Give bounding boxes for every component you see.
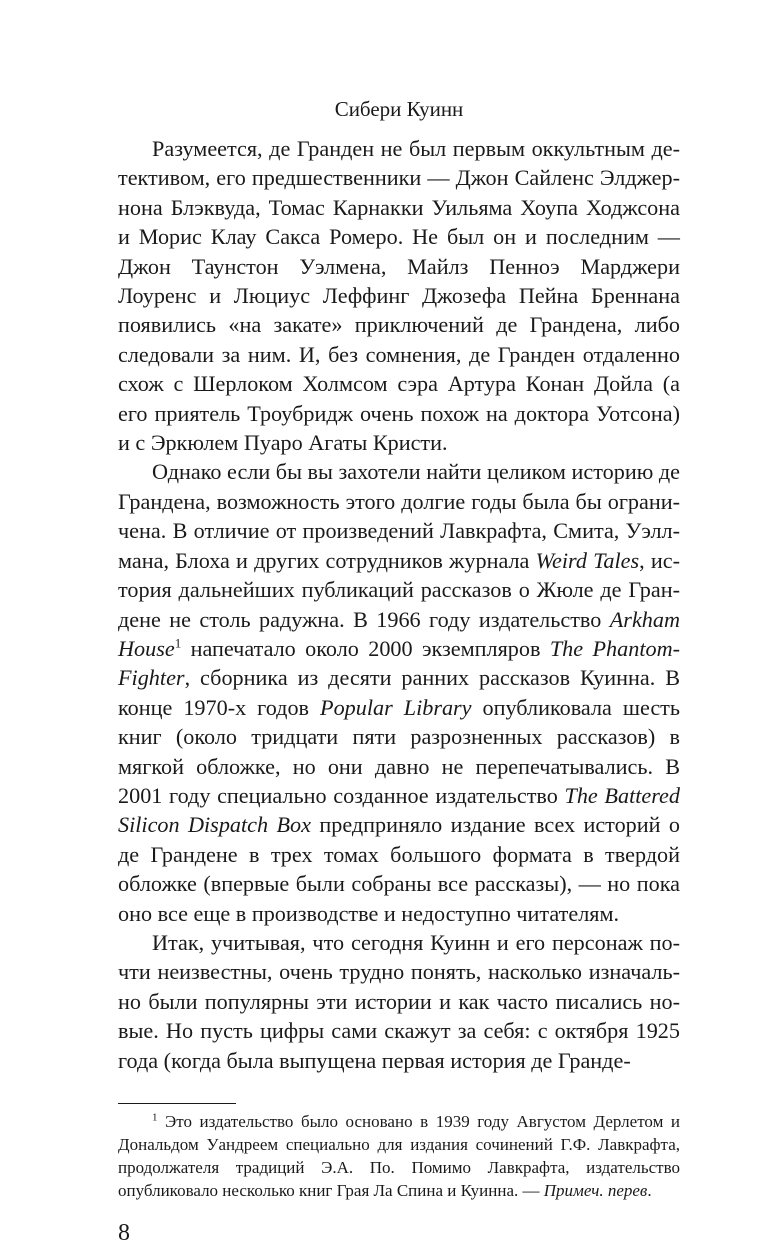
page-number: 8 — [118, 1220, 130, 1246]
book-page — [118, 96, 680, 1248]
footnote-reference[interactable]: 1 — [174, 635, 182, 651]
journal-title-weird-tales: Weird Tales — [535, 547, 640, 573]
book-title-phantom-fighter: The Phantom-Fighter — [118, 635, 680, 691]
paragraph-2-text-5: опубликовала шесть книг (около тридцати пяти разрозненных рассказов) в мягкой обложке, но они давно не перепечатывались. В 2001 году специально созданное издательство — [118, 694, 681, 808]
footnote-number: 1 — [152, 1111, 158, 1124]
paragraph-2-text-1: Однако если бы вы захотели найти целиком историю де Грандена, возможность этого долгие годы была бы ограничена. В отличие от произведений Лавкрафта, Смита, Уэллмана, Блоха и других сотрудников журнала — [118, 459, 680, 573]
paragraph-2-text-2: , история дальнейших публикаций рассказов о Жюле де Грандене не столь радужна. В 1966 году издательство — [118, 547, 680, 632]
publisher-popular-library: Popular Library — [320, 694, 472, 720]
paragraph-2-text-6: предприняло издание всех историй о де Грандене в трех томах большого формата в твердой обложке (впервые были собраны все рассказы), — но пока оно все еще в производстве и недоступно читателям. — [118, 812, 680, 926]
paragraph-3: Итак, учитывая, что сегодня Куинн и его персонаж почти неизвестны, очень трудно понять, насколько изначально были популярны эти истории и как часто писались новые. Но пусть цифры сами скажут за себя: с октября 1925 года (когда была выпущена первая история де Гранде- — [118, 929, 680, 1073]
footnote-paragraph — [118, 1110, 680, 1202]
paragraph-2-text-4: , сборника из десяти ранних рассказов Куинна. В конце 1970-х годов — [118, 665, 680, 720]
footnote-text: Это издательство было основано в 1939 году Августом Дерлетом и Дональдом Уандреем специально для издания сочинений Г.Ф. Лавкрафта, продолжателя традиций Э.А. По. Помимо Лавкрафта, издательство опубликовало несколько книг Грая Ла Спина и Куинна. — — [118, 1112, 680, 1200]
paragraph-2-text-3: напечатало около 2000 экземпляров — [181, 635, 550, 661]
paragraph-2 — [118, 457, 680, 928]
footnote-end: . — [647, 1181, 652, 1200]
paragraph-1: Разумеется, де Гранден не был первым оккультным детективом, его предшественники — Джон Сайленс Элджернона Блэквуда, Томас Карнакки Уильяма Хоупа Ходжсона и Морис Клау Сакса Ромеро. Не был он и последним — Джон Таунстон Уэлмена, Майлз Пенноэ Марджери Лоуренс и Люциус Леффинг Джозефа Пейна Бреннана появились «на закате» приключений де Грандена, либо следовали за ним. И, без сомнения, де Гранден отдаленно схож с Шерлоком Холмсом сэра Артура Конан Дойла (а его приятель Троубридж очень похож на доктора Уотсона) и с Эркюлем Пуаро Агаты Кристи. — [118, 136, 680, 456]
footnote — [118, 1110, 680, 1202]
running-head: Сибери Куинн — [334, 97, 464, 121]
publisher-battered-silicon-dispatch-box: The Battered Silicon Dispatch Box — [118, 782, 681, 838]
footnote-divider — [118, 1103, 236, 1104]
publisher-arkham-house: Arkham House — [118, 606, 680, 661]
body-text — [118, 134, 680, 1075]
translator-note: Примеч. перев — [543, 1181, 648, 1200]
